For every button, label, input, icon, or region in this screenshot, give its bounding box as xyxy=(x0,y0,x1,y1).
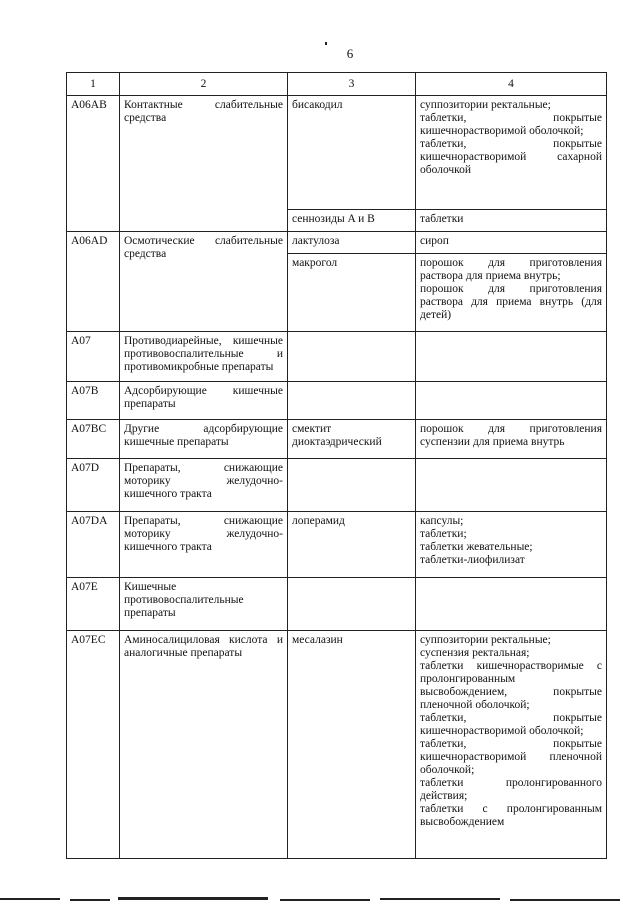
drug-name-cell: смектит диоктаэдрический xyxy=(288,420,416,459)
atc-code-cell: A07B xyxy=(67,382,120,420)
atc-code-cell: A07E xyxy=(67,578,120,631)
dosage-forms-cell xyxy=(416,631,607,859)
atc-code-cell: A06AD xyxy=(67,232,120,332)
dosage-forms-cell xyxy=(416,382,607,420)
drug-table xyxy=(66,72,607,859)
atc-code-cell: A07BC xyxy=(67,420,120,459)
drug-name-cell xyxy=(288,382,416,420)
header-cell-1: 1 xyxy=(67,73,120,96)
table-row xyxy=(67,420,607,459)
atc-code-cell: A07D xyxy=(67,459,120,512)
group-name-cell: Осмотические слабительные средства xyxy=(120,232,288,332)
drug-name-cell xyxy=(288,332,416,382)
dosage-form: таблетки с пролонгированным высвобождением xyxy=(420,803,602,828)
dosage-forms-cell xyxy=(416,96,607,210)
drug-name-cell: месалазин xyxy=(288,631,416,859)
dosage-forms-cell xyxy=(416,332,607,382)
dosage-form: порошок для приготовления раствора для приема внутрь (для детей) xyxy=(420,283,602,321)
group-name-cell: Препараты, снижающие моторику желудочно-кишечного тракта xyxy=(120,459,288,512)
atc-code-cell: A07DA xyxy=(67,512,120,578)
drug-name-cell: макрогол xyxy=(288,254,416,332)
atc-code-cell: A06AB xyxy=(67,96,120,232)
group-name-cell: Контактные слабительные средства xyxy=(120,96,288,232)
atc-code-cell: A07 xyxy=(67,332,120,382)
dosage-form: суппозитории ректальные; xyxy=(420,99,551,111)
dosage-form: таблетки пролонгированного действия; xyxy=(420,777,602,802)
dosage-form: таблетки кишечнорастворимые с пролонгированным высвобождением, покрытые пленочной оболочкой; xyxy=(420,660,602,711)
dosage-form: порошок для приготовления суспензии для приема внутрь xyxy=(420,423,602,448)
scan-mark xyxy=(325,42,327,45)
dosage-forms-cell xyxy=(416,459,607,512)
dosage-form: таблетки жевательные; xyxy=(420,541,533,553)
table-row xyxy=(67,382,607,420)
table-row xyxy=(67,332,607,382)
dosage-form: капсулы; xyxy=(420,515,464,527)
group-name-cell: Аминосалициловая кислота и аналогичные препараты xyxy=(120,631,288,859)
group-name-cell: Адсорбирующие кишечные препараты xyxy=(120,382,288,420)
dosage-form: порошок для приготовления раствора для приема внутрь; xyxy=(420,257,602,282)
drug-name-cell: лоперамид xyxy=(288,512,416,578)
dosage-forms-cell xyxy=(416,578,607,631)
group-name-cell: Другие адсорбирующие кишечные препараты xyxy=(120,420,288,459)
dosage-form: суппозитории ректальные; xyxy=(420,634,551,646)
group-name-cell: Противодиарейные, кишечные противовоспалительные и противомикробные препараты xyxy=(120,332,288,382)
dosage-form: сироп xyxy=(420,235,449,247)
drug-name-cell: сеннозиды A и B xyxy=(288,210,416,232)
drug-name-cell xyxy=(288,459,416,512)
dosage-forms-cell xyxy=(416,512,607,578)
drug-name-cell xyxy=(288,578,416,631)
header-cell-4: 4 xyxy=(416,73,607,96)
header-cell-3: 3 xyxy=(288,73,416,96)
table-row xyxy=(67,96,607,210)
dosage-form: таблетки-лиофилизат xyxy=(420,554,525,566)
atc-code-cell: A07EC xyxy=(67,631,120,859)
dosage-form: таблетки xyxy=(420,213,464,225)
group-name-cell: Кишечные противовоспалительные препараты xyxy=(120,578,288,631)
table-row xyxy=(67,512,607,578)
dosage-form: суспензия ректальная; xyxy=(420,647,530,659)
table-row xyxy=(67,232,607,254)
dosage-form: таблетки, покрытые кишечнорастворимой пленочной оболочкой; xyxy=(420,738,602,776)
table-row xyxy=(67,578,607,631)
page-number: 6 xyxy=(346,46,354,61)
table-row xyxy=(67,459,607,512)
scan-edge-artifact xyxy=(0,893,640,905)
header-cell-2: 2 xyxy=(120,73,288,96)
dosage-form: таблетки; xyxy=(420,528,467,540)
dosage-form: таблетки, покрытые кишечнорастворимой оболочкой; xyxy=(420,112,602,137)
dosage-form: таблетки, покрытые кишечнорастворимой сахарной оболочкой xyxy=(420,138,602,176)
dosage-forms-cell xyxy=(416,420,607,459)
dosage-form: таблетки, покрытые кишечнорастворимой оболочкой; xyxy=(420,712,602,737)
group-name-cell: Препараты, снижающие моторику желудочно-кишечного тракта xyxy=(120,512,288,578)
dosage-forms-cell xyxy=(416,232,607,254)
drug-name-cell: лактулоза xyxy=(288,232,416,254)
dosage-forms-cell xyxy=(416,254,607,332)
table-row xyxy=(67,631,607,859)
drug-name-cell: бисакодил xyxy=(288,96,416,210)
dosage-forms-cell xyxy=(416,210,607,232)
table-header-row xyxy=(67,73,607,96)
